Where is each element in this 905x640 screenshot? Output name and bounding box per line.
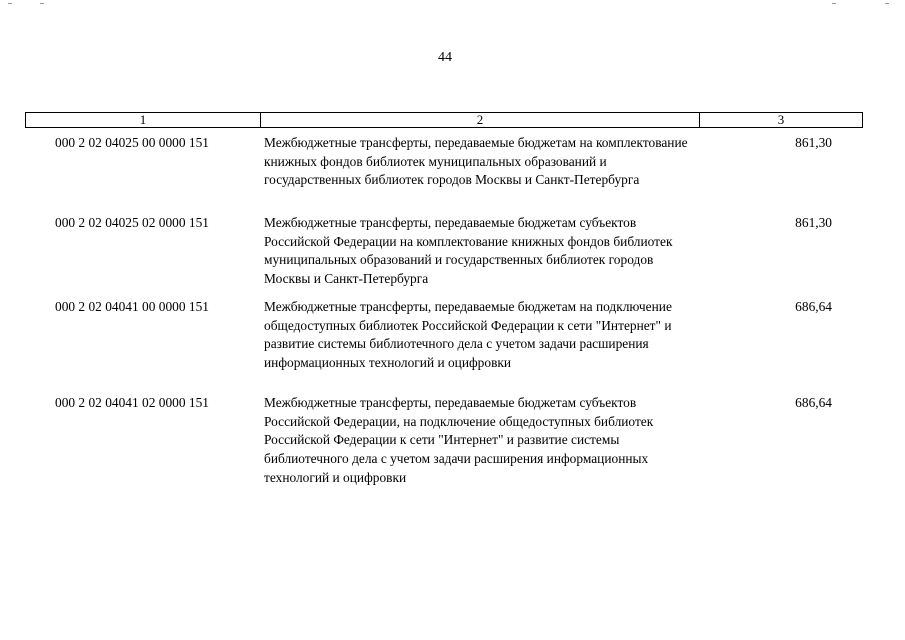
scan-mark [8, 3, 12, 4]
table-row [25, 394, 863, 488]
table-row [25, 134, 863, 190]
row-description: Межбюджетные трансферты, передаваемые бюджетам на подключение общедоступных библиотек Российской Федерации к сети "Интернет" и развитие системы библиотечного дела с учетом задачи расширения информационных технологий и оцифровки [264, 299, 672, 371]
scan-mark [832, 3, 836, 4]
budget-code: 000 2 02 04025 00 0000 151 [55, 135, 209, 150]
row-amount: 686,64 [795, 299, 832, 314]
budget-code: 000 2 02 04025 02 0000 151 [55, 215, 209, 230]
page-number: 44 [438, 50, 452, 65]
budget-code: 000 2 02 04041 00 0000 151 [55, 299, 209, 314]
column-header-2: 2 [261, 113, 700, 127]
column-header-3: 3 [777, 112, 785, 127]
row-description: Межбюджетные трансферты, передаваемые бюджетам субъектов Российской Федерации, на подключение общедоступных библиотек Российской Федерации к сети "Интернет" и развитие системы библиотечного дела с учетом задачи расширения информационных технологий и оцифровки [264, 395, 654, 485]
budget-table [25, 112, 863, 485]
row-amount: 861,30 [795, 135, 832, 150]
row-description: Межбюджетные трансферты, передаваемые бюджетам субъектов Российской Федерации на комплектование книжных фондов библиотек муниципальных образований и государственных библиотек городов Москвы и Санкт-Петербурга [264, 215, 673, 287]
table-row [25, 298, 863, 373]
table-row [25, 214, 863, 289]
scan-mark [40, 3, 44, 4]
row-amount: 686,64 [795, 395, 832, 410]
budget-code: 000 2 02 04041 02 0000 151 [55, 395, 209, 410]
row-amount: 861,30 [795, 215, 832, 230]
table-header-row [25, 112, 863, 128]
column-header-1: 1 [26, 113, 261, 127]
row-description: Межбюджетные трансферты, передаваемые бюджетам на комплектование книжных фондов библиотек муниципальных образований и государственных библиотек городов Москвы и Санкт-Петербурга [264, 135, 688, 188]
scan-mark [885, 3, 889, 4]
